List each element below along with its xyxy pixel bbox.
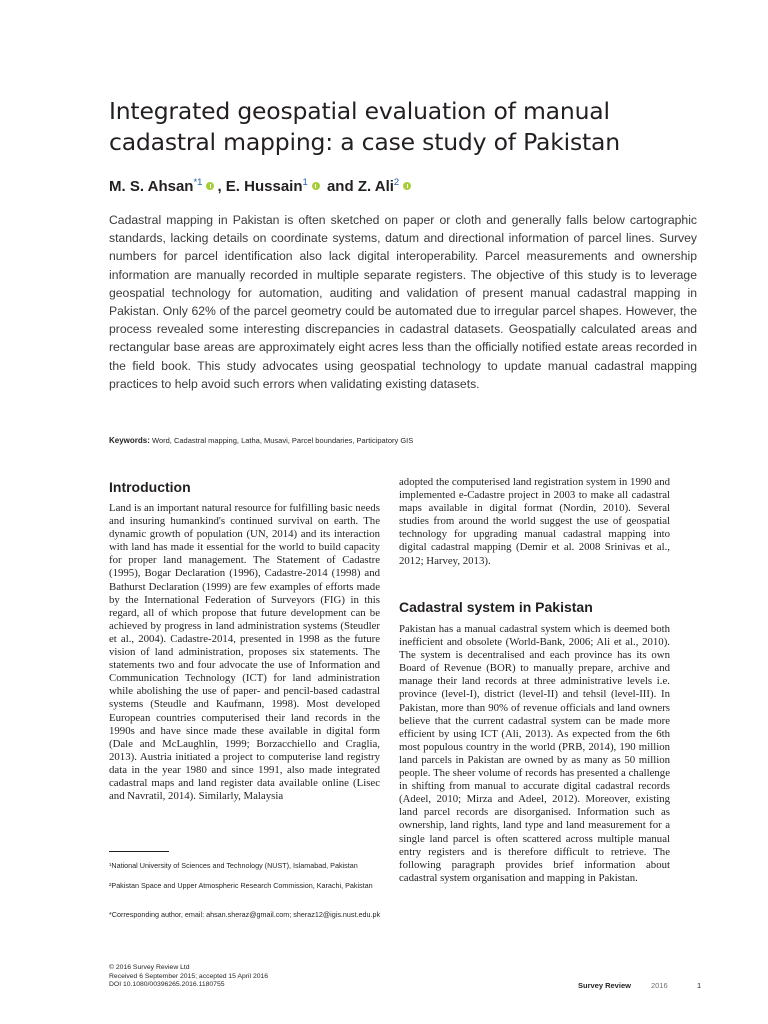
received-line: Received 6 September 2015; accepted 15 April 2016 [109,972,269,980]
keywords-line [109,436,709,445]
orcid-icon[interactable] [403,182,411,190]
introduction-continued-text: adopted the computerised land registration system in 1990 and implemented e-Cadastre project in 2003 to make all cadastral maps available in digital format (Nordin, 2010). Several studies from around the world suggest the use of geospatial technology for upgrading manual cadastral mapping into digital cadastral mapping (Demir et al. 2008 Srinivas et al., 2012; Harvey, 2013). [399,476,670,567]
cadastral-system-heading: Cadastral system in Pakistan [399,599,593,615]
abstract: Cadastral mapping in Pakistan is often sketched on paper or cloth and generally falls below cartographic standards, lacking details on coordinate systems, datum and directional information of parcel lines. Survey numbers for parcel identification also lack digital interoperability. Parcel measurements and ownership information are manually recorded in multiple separate registers. The objective of this study is to leverage geospatial technology for automation, auditing and validation of present manual cadastral mapping in Pakistan. Only 62% of the parcel geometry could be automated due to irregular parcel shapes. However, the process revealed some interesting discrepancies in cadastral datasets. Geospatially calculated areas and rectangular base areas are approximately eight acres less than the officially notified estate areas recorded in the field book. This study advocates using geospatial technology to update manual cadastral mapping practices to help avoid such errors when validating existing datasets. [109,213,697,391]
keywords-list: Word, Cadastral mapping, Latha, Musavi, Parcel boundaries, Participatory GIS [152,436,414,445]
paper-title: Integrated geospatial evaluation of manual cadastral mapping: a case study of Pakistan [109,97,620,156]
footnote-divider [109,851,169,852]
article-footer [109,964,268,990]
cadastral-system-text: Pakistan has a manual cadastral system which is deemed both inefficient and obsolete (World-Bank, 2006; Ali et al., 2010). The system is decentralised and each province has its own Board of Revenue (BOR) to manually prepare, archive and manage their land records at three administrative levels i.e. province (level-I), district (level-II) and tehsil (level-III). In Pakistan, more than 90% of revenue officials and land owners believe that the current cadastral system can be made more efficient by using ICT (Ali, 2013). As expected from the 6th most populous country in the world (PRB, 2014), 190 million land parcels in Pakistan are owned by as many as 50 million people. The sheer volume of records has presented a challenge in shifting from manual to accurate digital cadastral records (Adeel, 2010; Mirza and Adeel, 2012). Moreover, existing land parcel records are disorganised. Information such as ownership, land rights, land type and land measurement for a single land parcel is often scattered across multiple manual entry registers and is therefore difficult to retrieve. The following paragraph provides brief information about cadastral system organisation and mapping in Pakistan. [399,623,670,884]
author-name: Z. Ali [357,178,394,195]
author-separator: , [217,178,226,195]
doi-line: DOI 10.1080/00396265.2016.1180755 [109,981,225,989]
author-name: E. Hussain [225,178,303,195]
publication-year: 2016 [651,981,668,990]
author-list [109,177,414,195]
introduction-text: Land is an important natural resource for fulfilling basic needs and insuring humankind's continued survival on earth. The dynamic growth of population (UN, 2014) and its interaction with land has made it essential for the world to build capacity for proper land management. The Statement of Cadastre (1995), Bogar Declaration (1996), Cadastre-2014 (1998) and Bathurst Declaration (1999) are few examples of efforts made by the International Federation of Surveyors (FIG) in this regard, all of which propose that future development can be achieved by progress in land administration systems (Steudler et al., 2004). Cadastre-2014, presented in 1998 as the future vision of land administration, proposes six statements. The statements two and four advocate the use of Information and Communication Technology (ICT) for land administration while abolishing the use of paper- and pencil-based cadastral systems (Steudle and Kaufmann, 1998). Most developed European countries computerised their land records in the 1990s and have since made these available in digital form (Dale and McLaughlin, 1999; Borzacchiello and Craglia, 2013). Austria initiated a project to computerise land registry data in the year 1980 and since 1991, also made integrated cadastral maps and land register data available online (Lisec and Navratil, 2014). Similarly, Malaysia [109,502,380,803]
affiliation-footnote-2: ²Pakistan Space and Upper Atmospheric Research Commission, Karachi, Pakistan [109,881,373,890]
page-number: 1 [697,981,702,990]
author-affiliation-mark: *1 [193,177,203,188]
orcid-icon[interactable] [206,182,214,190]
author-affiliation-mark: 1 [302,177,308,188]
keywords-label: Keywords: [109,436,150,445]
orcid-icon[interactable] [312,182,320,190]
author-name: M. S. Ahsan [109,178,194,195]
journal-name: Survey Review [578,981,631,990]
introduction-heading: Introduction [109,479,191,495]
affiliation-footnote-1: ¹National University of Sciences and Technology (NUST), Islamabad, Pakistan [109,861,358,870]
copyright-line: © 2016 Survey Review Ltd [109,964,190,971]
author-separator: and [322,178,358,195]
author-affiliation-mark: 2 [393,177,400,188]
corresponding-author-footnote: *Corresponding author, email: ahsan.sheraz@gmail.com; sheraz12@igis.nust.edu.pk [109,910,381,919]
